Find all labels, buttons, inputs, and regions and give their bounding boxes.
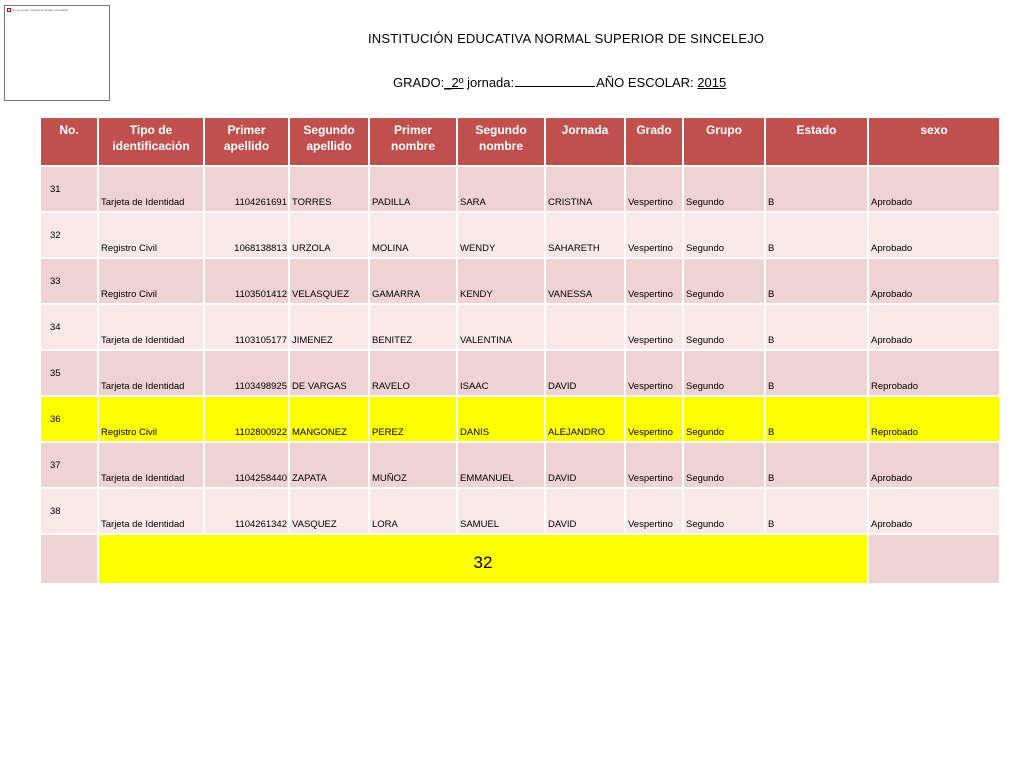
cell-n2: VANESSA — [545, 258, 625, 304]
cell-grupo: B — [765, 350, 868, 396]
cell-n1: SAMUEL — [457, 488, 545, 534]
cell-ap1: VELASQUEZ — [289, 258, 369, 304]
cell-id: 1103498925 — [204, 350, 289, 396]
cell-tipo: Tarjeta de Identidad — [98, 442, 204, 488]
cell-no: 37 — [41, 442, 98, 488]
cell-id: 1104258440 — [204, 442, 289, 488]
cell-tipo: Registro Civil — [98, 396, 204, 442]
table-row — [41, 166, 1000, 212]
anio-value: 2015 — [697, 75, 727, 90]
column-header: Tipo de identificación — [98, 118, 204, 166]
cell-id: 1104261691 — [204, 166, 289, 212]
cell-id: 1103105177 — [204, 304, 289, 350]
cell-tipo: Tarjeta de Identidad — [98, 350, 204, 396]
cell-ap1: URZOLA — [289, 212, 369, 258]
cell-grupo: B — [765, 258, 868, 304]
cell-grado: Segundo — [683, 442, 765, 488]
cell-no: 31 — [41, 166, 98, 212]
total-right-cell — [868, 534, 1000, 584]
cell-jornada: Vespertino — [625, 304, 683, 350]
cell-n2: DAVID — [545, 442, 625, 488]
cell-n2: ALEJANDRO — [545, 396, 625, 442]
cell-ap2: MOLINA — [369, 212, 457, 258]
cell-ap1: ZAPATA — [289, 442, 369, 488]
cell-n2: DAVID — [545, 350, 625, 396]
cell-no: 34 — [41, 304, 98, 350]
cell-jornada: Vespertino — [625, 350, 683, 396]
column-header: Segundo apellido — [289, 118, 369, 166]
cell-n1: ISAAC — [457, 350, 545, 396]
cell-grupo: B — [765, 304, 868, 350]
cell-ap1: JIMENEZ — [289, 304, 369, 350]
cell-ap2: PADILLA — [369, 166, 457, 212]
cell-n1: DANIS — [457, 396, 545, 442]
column-header: Estado — [765, 118, 868, 166]
cell-sexo: Aprobado — [868, 304, 1000, 350]
table-row — [41, 304, 1000, 350]
cell-n2: CRISTINA — [545, 166, 625, 212]
grado-value: _2º — [444, 75, 464, 90]
grado-prefix: GRADO: — [393, 75, 445, 90]
grade-line — [393, 75, 726, 90]
cell-n1: VALENTINA — [457, 304, 545, 350]
cell-ap1: TORRES — [289, 166, 369, 212]
cell-id: 1102800922 — [204, 396, 289, 442]
column-header: Grado — [625, 118, 683, 166]
table-row — [41, 488, 1000, 534]
table-row — [41, 212, 1000, 258]
cell-id: 1103501412 — [204, 258, 289, 304]
cell-n1: KENDY — [457, 258, 545, 304]
cell-grupo: B — [765, 442, 868, 488]
logo-placeholder — [4, 5, 110, 101]
column-header: sexo — [868, 118, 1000, 166]
total-count: 32 — [98, 534, 868, 584]
total-row — [41, 534, 1000, 584]
cell-no: 36 — [41, 396, 98, 442]
cell-sexo: Aprobado — [868, 166, 1000, 212]
cell-id: 1068138813 — [204, 212, 289, 258]
cell-grupo: B — [765, 396, 868, 442]
jornada-blank — [515, 75, 595, 87]
cell-grado: Segundo — [683, 304, 765, 350]
cell-grado: Segundo — [683, 488, 765, 534]
column-header: Primer apellido — [204, 118, 289, 166]
cell-grupo: B — [765, 166, 868, 212]
cell-grado: Segundo — [683, 166, 765, 212]
cell-ap2: BENITEZ — [369, 304, 457, 350]
column-header: Jornada — [545, 118, 625, 166]
cell-n2 — [545, 304, 625, 350]
cell-jornada: Vespertino — [625, 212, 683, 258]
cell-sexo: Aprobado — [868, 442, 1000, 488]
table-row — [41, 258, 1000, 304]
institution-title: INSTITUCIÓN EDUCATIVA NORMAL SUPERIOR DE SINCELEJO — [368, 31, 765, 46]
cell-sexo: Aprobado — [868, 488, 1000, 534]
table-row — [41, 442, 1000, 488]
cell-tipo: Tarjeta de Identidad — [98, 166, 204, 212]
cell-ap2: MUÑOZ — [369, 442, 457, 488]
cell-tipo: Tarjeta de Identidad — [98, 304, 204, 350]
students-table — [41, 118, 1001, 585]
cell-ap1: DE VARGAS — [289, 350, 369, 396]
jornada-label: jornada: — [467, 75, 515, 90]
cell-grupo: B — [765, 488, 868, 534]
cell-jornada: Vespertino — [625, 442, 683, 488]
cell-grupo: B — [765, 212, 868, 258]
cell-jornada: Vespertino — [625, 258, 683, 304]
cell-grado: Segundo — [683, 258, 765, 304]
total-left-cell — [41, 534, 98, 584]
cell-tipo: Tarjeta de Identidad — [98, 488, 204, 534]
cell-sexo: Reprobado — [868, 350, 1000, 396]
cell-ap2: RAVELO — [369, 350, 457, 396]
cell-no: 33 — [41, 258, 98, 304]
cell-jornada: Vespertino — [625, 396, 683, 442]
cell-ap2: PEREZ — [369, 396, 457, 442]
cell-tipo: Registro Civil — [98, 258, 204, 304]
broken-image-icon — [7, 8, 11, 12]
table-body — [41, 166, 1000, 584]
column-header: Grupo — [683, 118, 765, 166]
table-header-row — [41, 118, 1000, 166]
cell-n2: SAHARETH — [545, 212, 625, 258]
column-header: Segundo nombre — [457, 118, 545, 166]
anio-label: AÑO ESCOLAR: — [596, 75, 694, 90]
table-row — [41, 396, 1000, 442]
cell-no: 35 — [41, 350, 98, 396]
cell-no: 38 — [41, 488, 98, 534]
cell-id: 1104261342 — [204, 488, 289, 534]
cell-ap2: GAMARRA — [369, 258, 457, 304]
cell-sexo: Aprobado — [868, 212, 1000, 258]
cell-n1: EMMANUEL — [457, 442, 545, 488]
cell-grado: Segundo — [683, 212, 765, 258]
table-row — [41, 350, 1000, 396]
cell-n2: DAVID — [545, 488, 625, 534]
cell-ap2: LORA — [369, 488, 457, 534]
cell-n1: SARA — [457, 166, 545, 212]
cell-n1: WENDY — [457, 212, 545, 258]
cell-grado: Segundo — [683, 350, 765, 396]
cell-grado: Segundo — [683, 396, 765, 442]
broken-image-text: No se puede mostrar la imagen vinculada. — [12, 8, 69, 12]
cell-sexo: Reprobado — [868, 396, 1000, 442]
cell-tipo: Registro Civil — [98, 212, 204, 258]
column-header: Primer nombre — [369, 118, 457, 166]
cell-no: 32 — [41, 212, 98, 258]
cell-jornada: Vespertino — [625, 166, 683, 212]
column-header: No. — [41, 118, 98, 166]
cell-ap1: VASQUEZ — [289, 488, 369, 534]
broken-image-notice — [7, 8, 68, 12]
cell-jornada: Vespertino — [625, 488, 683, 534]
cell-sexo: Aprobado — [868, 258, 1000, 304]
cell-ap1: MANGONEZ — [289, 396, 369, 442]
